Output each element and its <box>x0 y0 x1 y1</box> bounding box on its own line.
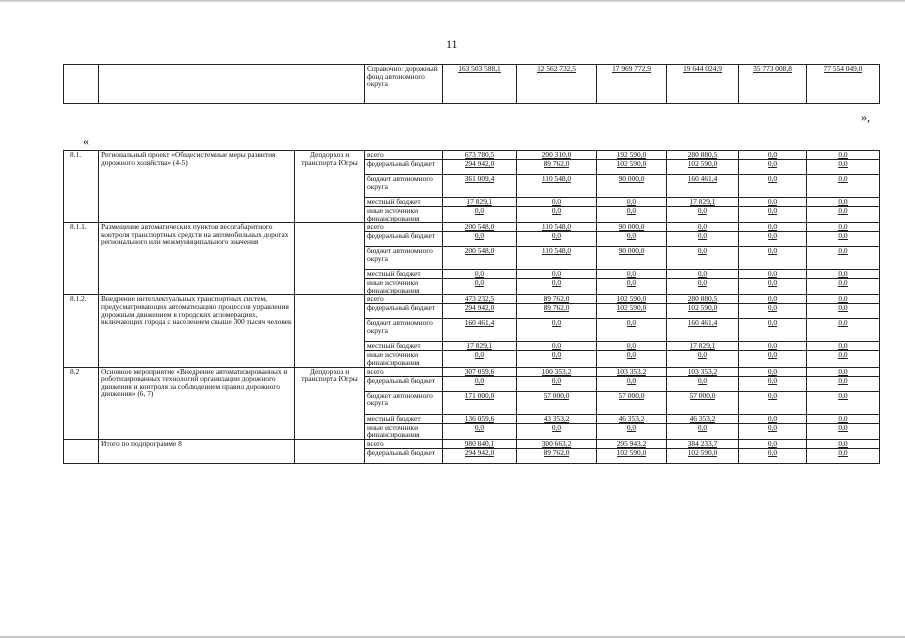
funding-source: федеральный бюджет <box>365 376 443 391</box>
responsible-executor <box>295 295 365 367</box>
amount-cell: 0,0 <box>739 391 807 414</box>
amount-cell: 0,0 <box>597 376 667 391</box>
amount-cell: 102 590,0 <box>597 160 667 175</box>
funding-source: местный бюджет <box>365 342 443 351</box>
amount-cell: 17 829,1 <box>443 342 517 351</box>
funding-source: иные источники финансирования <box>365 423 443 439</box>
amount-cell: 0,0 <box>597 198 667 207</box>
measure-title: Внедрение интеллектуальных транспортных систем, предусматривающих автоматизацию процессов управления дорожным движением в городских агломерациях, включающих города с населением свыше 300 тысяч человек <box>99 295 295 367</box>
ref-value: 163 503 588,1 <box>443 65 517 104</box>
funding-source: местный бюджет <box>365 198 443 207</box>
amount-cell: 280 880,5 <box>667 295 739 304</box>
amount-cell: 103 353,2 <box>667 367 739 376</box>
amount-cell: 0,0 <box>807 304 880 319</box>
funding-source: иные источники финансирования <box>365 279 443 295</box>
row-number: 8.1. <box>64 151 99 223</box>
amount-cell: 0,0 <box>807 367 880 376</box>
amount-cell: 295 943,2 <box>597 439 667 448</box>
amount-cell: 0,0 <box>597 279 667 295</box>
amount-cell: 673 780,5 <box>443 151 517 160</box>
amount-cell: 102 590,0 <box>597 295 667 304</box>
funding-source: местный бюджет <box>365 414 443 423</box>
amount-cell: 102 590,0 <box>597 448 667 463</box>
funding-source: иные источники финансирования <box>365 207 443 223</box>
amount-cell: 0,0 <box>739 439 807 448</box>
table-row <box>64 223 880 232</box>
row-number <box>64 439 99 463</box>
amount-cell: 280 880,5 <box>667 151 739 160</box>
amount-cell: 0,0 <box>807 247 880 270</box>
amount-cell: 0,0 <box>597 270 667 279</box>
amount-cell: 89 762,0 <box>517 448 597 463</box>
funding-source: местный бюджет <box>365 270 443 279</box>
amount-cell: 0,0 <box>739 319 807 342</box>
amount-cell: 0,0 <box>807 376 880 391</box>
ref-value: 77 554 049,0 <box>807 65 880 104</box>
amount-cell: 57 000,0 <box>597 391 667 414</box>
row-number: 8.2 <box>64 367 99 439</box>
amount-cell: 102 590,0 <box>667 160 739 175</box>
amount-cell: 0,0 <box>807 270 880 279</box>
amount-cell: 0,0 <box>807 295 880 304</box>
amount-cell: 0,0 <box>667 270 739 279</box>
amount-cell: 0,0 <box>517 232 597 247</box>
amount-cell: 0,0 <box>739 247 807 270</box>
amount-cell: 0,0 <box>739 295 807 304</box>
amount-cell: 200 310,0 <box>517 151 597 160</box>
amount-cell: 0,0 <box>443 423 517 439</box>
financing-table <box>63 150 880 464</box>
amount-cell: 17 829,1 <box>667 342 739 351</box>
amount-cell: 0,0 <box>739 414 807 423</box>
funding-source: всего <box>365 439 443 448</box>
amount-cell: 102 590,0 <box>597 304 667 319</box>
amount-cell: 0,0 <box>517 376 597 391</box>
amount-cell: 160 461,4 <box>667 175 739 198</box>
amount-cell: 102 590,0 <box>667 304 739 319</box>
table-row <box>64 151 880 160</box>
amount-cell: 89 762,0 <box>517 160 597 175</box>
table-row <box>64 439 880 448</box>
ref-value: 19 644 024,9 <box>667 65 739 104</box>
funding-source: иные источники финансирования <box>365 351 443 367</box>
amount-cell: 200 548,0 <box>443 223 517 232</box>
funding-source: федеральный бюджет <box>365 448 443 463</box>
amount-cell: 0,0 <box>807 319 880 342</box>
amount-cell: 0,0 <box>807 391 880 414</box>
amount-cell: 473 232,5 <box>443 295 517 304</box>
amount-cell: 90 000,0 <box>597 175 667 198</box>
amount-cell: 0,0 <box>443 270 517 279</box>
amount-cell: 0,0 <box>807 439 880 448</box>
amount-cell: 294 942,0 <box>443 448 517 463</box>
amount-cell: 160 461,4 <box>443 319 517 342</box>
amount-cell: 90 000,0 <box>597 223 667 232</box>
amount-cell: 0,0 <box>517 319 597 342</box>
amount-cell: 361 009,4 <box>443 175 517 198</box>
funding-source: федеральный бюджет <box>365 304 443 319</box>
amount-cell: 0,0 <box>517 198 597 207</box>
amount-cell: 0,0 <box>739 270 807 279</box>
funding-source: бюджет автономного округа <box>365 175 443 198</box>
amount-cell: 980 840,1 <box>443 439 517 448</box>
amount-cell: 89 762,0 <box>517 304 597 319</box>
responsible-executor: Депдорхоз и транспорта Югры <box>295 151 365 223</box>
ref-value: 12 562 732,5 <box>517 65 597 104</box>
amount-cell: 0,0 <box>667 423 739 439</box>
amount-cell: 0,0 <box>443 207 517 223</box>
amount-cell: 171 000,0 <box>443 391 517 414</box>
row-number: 8.1.1. <box>64 223 99 295</box>
row-number: 8.1.2. <box>64 295 99 367</box>
amount-cell: 0,0 <box>807 151 880 160</box>
amount-cell: 0,0 <box>597 342 667 351</box>
amount-cell: 0,0 <box>739 232 807 247</box>
amount-cell: 0,0 <box>667 279 739 295</box>
amount-cell: 0,0 <box>807 448 880 463</box>
amount-cell: 200 548,0 <box>443 247 517 270</box>
amount-cell: 0,0 <box>597 351 667 367</box>
amount-cell: 110 548,0 <box>517 223 597 232</box>
responsible-executor: Депдорхоз и транспорта Югры <box>295 367 365 439</box>
amount-cell: 0,0 <box>443 232 517 247</box>
amount-cell: 0,0 <box>597 207 667 223</box>
amount-cell: 43 353,2 <box>517 414 597 423</box>
amount-cell: 0,0 <box>739 198 807 207</box>
ref-value: 17 969 772,9 <box>597 65 667 104</box>
amount-cell: 100 353,2 <box>517 367 597 376</box>
amount-cell: 57 000,0 <box>667 391 739 414</box>
amount-cell: 0,0 <box>517 342 597 351</box>
amount-cell: 0,0 <box>807 175 880 198</box>
scan-edge-top <box>0 0 905 3</box>
amount-cell: 294 942,0 <box>443 304 517 319</box>
amount-cell: 0,0 <box>597 232 667 247</box>
measure-title: Размещение автоматических пунктов весогабаритного контроля транспортных средств на автомобильных дорогах регионального или межмуниципального значения <box>99 223 295 295</box>
amount-cell: 0,0 <box>739 342 807 351</box>
amount-cell: 89 762,0 <box>517 295 597 304</box>
funding-source: всего <box>365 151 443 160</box>
amount-cell: 0,0 <box>667 232 739 247</box>
amount-cell: 0,0 <box>739 448 807 463</box>
amount-cell: 0,0 <box>739 376 807 391</box>
amount-cell: 0,0 <box>739 423 807 439</box>
amount-cell: 294 942,0 <box>443 160 517 175</box>
funding-source: всего <box>365 295 443 304</box>
amount-cell: 46 353,2 <box>597 414 667 423</box>
amount-cell: 0,0 <box>667 351 739 367</box>
amount-cell: 0,0 <box>739 175 807 198</box>
amount-cell: 17 829,1 <box>443 198 517 207</box>
amount-cell: 0,0 <box>443 376 517 391</box>
amount-cell: 0,0 <box>807 232 880 247</box>
amount-cell: 0,0 <box>517 207 597 223</box>
amount-cell: 0,0 <box>443 279 517 295</box>
amount-cell: 136 059,6 <box>443 414 517 423</box>
funding-source: бюджет автономного округа <box>365 319 443 342</box>
amount-cell: 102 590,0 <box>667 448 739 463</box>
responsible-executor <box>295 439 365 463</box>
funding-source: федеральный бюджет <box>365 160 443 175</box>
amount-cell: 0,0 <box>807 207 880 223</box>
funding-source: всего <box>365 223 443 232</box>
table-row <box>64 295 880 304</box>
amount-cell: 0,0 <box>739 207 807 223</box>
amount-cell: 0,0 <box>739 160 807 175</box>
measure-title: Региональный проект «Общесистемные меры развития дорожного хозяйства» (4-5) <box>99 151 295 223</box>
opening-quote: « <box>83 134 89 148</box>
reference-table <box>63 64 880 104</box>
amount-cell: 57 000,0 <box>517 391 597 414</box>
amount-cell: 110 548,0 <box>517 247 597 270</box>
amount-cell: 0,0 <box>739 223 807 232</box>
amount-cell: 0,0 <box>807 351 880 367</box>
table-row <box>64 367 880 376</box>
ref-text: Справочно: дорожный фонд автономного округа <box>365 65 443 104</box>
closing-quote: », <box>861 110 870 124</box>
amount-cell: 0,0 <box>807 279 880 295</box>
amount-cell: 0,0 <box>807 198 880 207</box>
amount-cell: 17 829,1 <box>667 198 739 207</box>
funding-source: бюджет автономного округа <box>365 247 443 270</box>
funding-source: бюджет автономного округа <box>365 391 443 414</box>
amount-cell: 0,0 <box>517 279 597 295</box>
amount-cell: 0,0 <box>807 423 880 439</box>
amount-cell: 110 548,0 <box>517 175 597 198</box>
measure-title: Основное мероприятие «Внедрение автоматизированных и роботизированных технологий организации дорожного движения и контроля за соблюдением правил дорожного движения» (6, 7) <box>99 367 295 439</box>
amount-cell: 0,0 <box>807 160 880 175</box>
amount-cell: 0,0 <box>667 223 739 232</box>
funding-source: всего <box>365 367 443 376</box>
page-number: 11 <box>446 37 458 51</box>
funding-source: федеральный бюджет <box>365 232 443 247</box>
amount-cell: 90 000,0 <box>597 247 667 270</box>
amount-cell: 0,0 <box>807 414 880 423</box>
amount-cell: 0,0 <box>739 367 807 376</box>
scan-edge-bottom <box>0 636 905 638</box>
amount-cell: 0,0 <box>667 376 739 391</box>
amount-cell: 0,0 <box>807 342 880 351</box>
ref-value: 35 773 008,8 <box>739 65 807 104</box>
amount-cell: 160 461,4 <box>667 319 739 342</box>
amount-cell: 0,0 <box>739 151 807 160</box>
amount-cell: 0,0 <box>443 351 517 367</box>
amount-cell: 103 353,2 <box>597 367 667 376</box>
amount-cell: 0,0 <box>739 304 807 319</box>
responsible-executor <box>295 223 365 295</box>
amount-cell: 46 353,2 <box>667 414 739 423</box>
amount-cell: 300 663,2 <box>517 439 597 448</box>
amount-cell: 192 590,0 <box>597 151 667 160</box>
amount-cell: 0,0 <box>597 319 667 342</box>
amount-cell: 0,0 <box>667 247 739 270</box>
amount-cell: 0,0 <box>517 423 597 439</box>
amount-cell: 0,0 <box>739 279 807 295</box>
amount-cell: 0,0 <box>807 223 880 232</box>
amount-cell: 384 233,7 <box>667 439 739 448</box>
amount-cell: 0,0 <box>739 351 807 367</box>
ref-cell-num <box>64 65 99 104</box>
amount-cell: 0,0 <box>597 423 667 439</box>
amount-cell: 307 059,6 <box>443 367 517 376</box>
measure-title: Итого по подпрограмме 8 <box>99 439 295 463</box>
amount-cell: 0,0 <box>517 270 597 279</box>
amount-cell: 0,0 <box>667 207 739 223</box>
amount-cell: 0,0 <box>517 351 597 367</box>
ref-cell-title <box>99 65 365 104</box>
